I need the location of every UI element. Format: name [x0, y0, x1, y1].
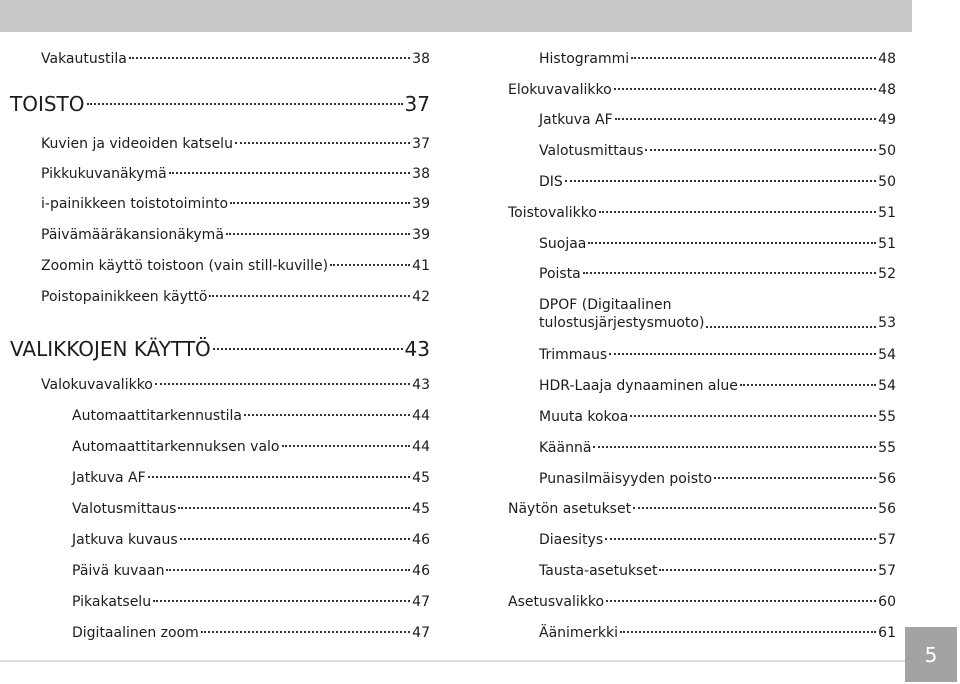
toc-entry-page: 54 [878, 378, 896, 394]
dot-leader [630, 415, 876, 417]
toc-entry[interactable] [508, 500, 896, 518]
toc-entry-title: Päivämääräkansionäkymä [41, 227, 224, 243]
toc-entry-title: Muuta kokoa [539, 409, 629, 425]
toc-entry-page: 42 [412, 289, 430, 305]
toc-entry-page: 44 [412, 408, 430, 424]
toc-entry-page: 39 [412, 196, 430, 212]
toc-entry-title: DIS [539, 174, 563, 190]
toc-entry[interactable] [539, 235, 896, 253]
dot-leader [714, 477, 876, 479]
dot-leader [645, 149, 876, 151]
toc-entry-title: Valokuvavalikko [41, 377, 153, 393]
toc-entry-title: Asetusvalikko [508, 594, 605, 610]
toc-entry[interactable] [539, 111, 896, 129]
toc-entry-title: Automaattitarkennustila [72, 408, 242, 424]
toc-entry-title: Poistopainikkeen käyttö [41, 289, 208, 305]
toc-entry[interactable] [539, 265, 896, 283]
toc-entry-page: 47 [412, 594, 430, 610]
toc-entry-page: 38 [412, 51, 430, 67]
toc-entry[interactable] [539, 470, 896, 488]
toc-entry-title: Valotusmittaus [539, 143, 644, 159]
toc-entry-page: 51 [878, 236, 896, 252]
toc-entry-page: 46 [412, 532, 430, 548]
toc-entry-title: Jatkuva kuvaus [72, 532, 178, 548]
toc-entry-page: 44 [412, 439, 430, 455]
toc-entry[interactable] [508, 593, 896, 611]
toc-entry-page: 45 [412, 470, 430, 486]
toc-entry-page: 54 [878, 347, 896, 363]
toc-entry-page: 61 [878, 625, 896, 641]
toc-entry[interactable] [539, 439, 896, 457]
toc-entry-page: 43 [412, 377, 430, 393]
toc-entry-title: Päivä kuvaan [72, 563, 165, 579]
dot-leader [599, 211, 876, 213]
toc-entry-title: Poista [539, 266, 581, 282]
dot-leader [633, 507, 876, 509]
page-number: 5 [924, 642, 938, 667]
toc-entry-title: Kuvien ja videoiden katselu [41, 136, 233, 152]
toc-entry-page: 37 [404, 92, 430, 116]
toc-entry-title: Toistovalikko [508, 205, 597, 221]
toc-entry-title: Jatkuva AF [539, 112, 613, 128]
toc-entry[interactable] [539, 50, 896, 68]
dot-leader [583, 272, 876, 274]
dot-leader [706, 326, 876, 328]
toc-entry[interactable] [539, 346, 896, 364]
toc-entry-page: 55 [878, 409, 896, 425]
toc-entry-page: 48 [878, 51, 896, 67]
toc-entry-title: i-painikkeen toistotoiminto [41, 196, 229, 212]
toc-entry-title: Digitaalinen zoom [72, 625, 199, 641]
toc-entry-title: HDR-Laaja dynaaminen alue [539, 378, 738, 394]
toc-entry-page: 47 [412, 625, 430, 641]
toc-entry-title: Äänimerkki [539, 625, 619, 641]
dot-leader [609, 353, 876, 355]
toc-entry-page: 39 [412, 227, 430, 243]
dot-leader [740, 384, 876, 386]
toc-entry[interactable] [508, 81, 896, 99]
toc-entry-title: Automaattitarkennuksen valo [72, 439, 280, 455]
toc-entry[interactable] [539, 173, 896, 191]
toc-entry-page: 51 [878, 205, 896, 221]
toc-entry-title: Punasilmäisyyden poisto [539, 471, 713, 487]
toc-entry[interactable] [508, 204, 896, 222]
toc-entry-page: 50 [878, 143, 896, 159]
toc-entry-page: 46 [412, 563, 430, 579]
toc-entry-title: Näytön asetukset [508, 501, 632, 517]
dot-leader [588, 242, 876, 244]
dot-leader [631, 57, 876, 59]
toc-entry[interactable] [539, 142, 896, 160]
toc-entry-page: 52 [878, 266, 896, 282]
dot-leader [605, 538, 876, 540]
toc-entry[interactable] [539, 408, 896, 426]
dot-leader [614, 88, 877, 90]
toc-entry-page: 45 [412, 501, 430, 517]
toc-entry-title: Käännä [539, 440, 592, 456]
toc-entry-title: Tausta-asetukset [539, 563, 658, 579]
toc-entry-title: Trimmaus [539, 347, 608, 363]
toc-entry-title: Elokuvavalikko [508, 82, 612, 98]
toc-entry[interactable] [539, 562, 896, 580]
toc-entry-title: Pikkukuvanäkymä [41, 166, 167, 182]
toc-entry-page: 37 [412, 136, 430, 152]
toc-entry-page: 60 [878, 594, 896, 610]
dot-leader [565, 180, 876, 182]
dot-leader [606, 600, 876, 602]
toc-entry-page: 38 [412, 166, 430, 182]
toc-entry-page: 55 [878, 440, 896, 456]
dot-leader [593, 446, 876, 448]
toc-entry-page: 50 [878, 174, 896, 190]
dot-leader [620, 631, 876, 633]
toc-entry-page: 56 [878, 501, 896, 517]
toc-entry[interactable] [539, 624, 896, 642]
toc-entry-title: Diaesitys [539, 532, 604, 548]
toc-entry-page: 49 [878, 112, 896, 128]
toc-entry-page: 57 [878, 563, 896, 579]
toc-entry-title: Histogrammi [539, 51, 630, 67]
toc-entry-title: DPOF (Digitaalinen [539, 297, 672, 313]
toc-entry-page: 41 [412, 258, 430, 274]
toc-entry-title: Vakautustila [41, 51, 127, 67]
toc-entry-title: Pikakatselu [72, 594, 152, 610]
toc-entry-title: VALIKKOJEN KÄYTTÖ [10, 337, 211, 361]
toc-entry-title-line2: tulostusjärjestysmuoto) [539, 315, 705, 331]
dot-leader [659, 569, 876, 571]
toc-entry-title: Suojaa [539, 236, 587, 252]
toc-entry-page: 43 [404, 337, 430, 361]
toc-entry-page: 53 [878, 315, 896, 331]
toc-entry[interactable] [539, 377, 896, 395]
toc-entry-title: Valotusmittaus [72, 501, 177, 517]
toc-entry-page: 57 [878, 532, 896, 548]
toc-entry-title: TOISTO [10, 92, 85, 116]
dot-leader [615, 118, 876, 120]
toc-entry-page: 48 [878, 82, 896, 98]
toc-entry-title: Zoomin käyttö toistoon (vain still-kuville) [41, 258, 329, 274]
toc-entry-title: Jatkuva AF [72, 470, 146, 486]
toc-entry[interactable] [539, 296, 896, 332]
toc-entry[interactable] [539, 531, 896, 549]
toc-entry-page: 56 [878, 471, 896, 487]
